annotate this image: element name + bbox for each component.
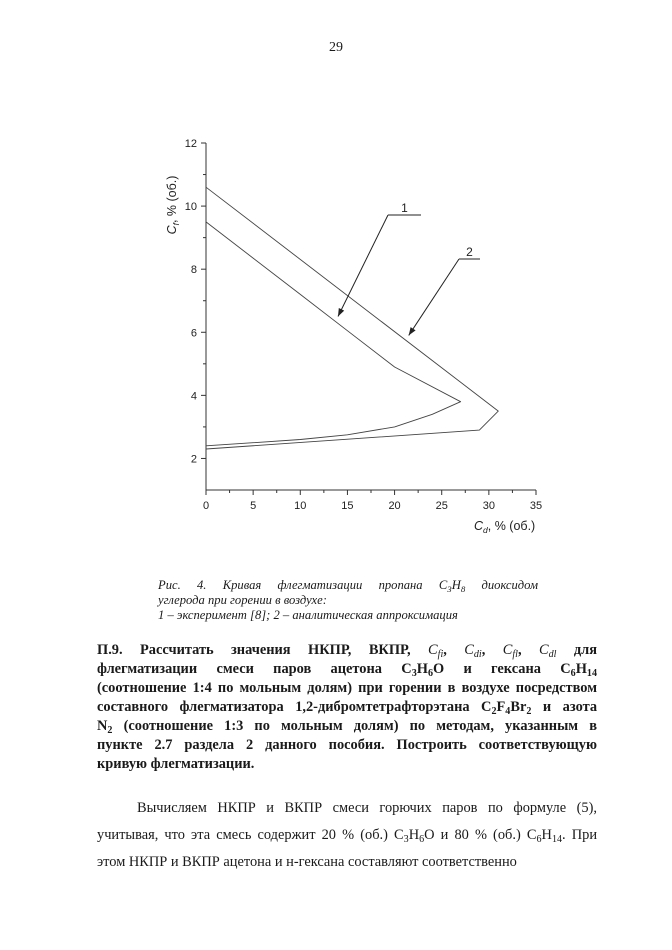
x-tick-label: 25: [435, 500, 448, 512]
y-axis-label: $C_f$, % (об.): [165, 175, 181, 235]
annotation-1-label: 1: [401, 201, 408, 215]
figure-caption: [158, 578, 538, 623]
chart-series: [206, 187, 498, 449]
y-tick-label: 4: [190, 390, 197, 403]
caption-line-1: Рис. 4. Кривая флегматизации пропана $С_3Н_8$ диоксидом: [158, 578, 538, 594]
task-line-7: кривую флегматизации.: [97, 756, 255, 772]
caption-line-3: 1 – эксперимент [8]; 2 – аналитическая аппроксимация: [158, 608, 458, 622]
y-tick-label: 8: [190, 264, 197, 277]
annotation-1-leader: [338, 215, 388, 317]
task-line-5: $N_2$ (соотношение 1:3 по мольным долям) по методам, указанным в: [97, 718, 597, 736]
x-tick-label: 15: [341, 500, 354, 512]
body-line-2: учитывая, что эта смесь содержит 20 % (об.) $С_3Н_6О$ и 80 % (об.) $С_6Н_{14}$. При: [97, 827, 598, 845]
annotation-2-leader: [409, 259, 459, 335]
task-line-4: составного флегматизатора 1,2-дибромтетрафторэтана $С_2F_4Br_2$ и азота: [97, 699, 598, 717]
task-heading: [97, 641, 597, 774]
body-line-3: этом НКПР и ВКПР ацетона и н-гексана составляют соответственно: [97, 854, 517, 870]
body-line-1: Вычисляем НКПР и ВКПР смеси горючих паров по формуле (5),: [137, 800, 597, 816]
body-paragraph: [97, 795, 597, 876]
x-tick-label: 20: [388, 500, 401, 512]
chart-annotations: [338, 201, 480, 335]
page-number: 29: [329, 40, 343, 55]
annotation-1-arrowhead: [338, 308, 344, 317]
y-tick-label: 10: [184, 201, 197, 214]
series-2-line: [206, 187, 498, 449]
chart-axes: [185, 138, 542, 512]
x-tick-label: 5: [250, 500, 257, 512]
y-tick-label: 12: [184, 138, 197, 150]
task-line-1: П.9. Рассчитать значения НКПР, ВКПР, $C_{fi}$, $C_{di}$, $C_{fl}$, $C_{dl}$ для: [97, 642, 597, 660]
task-line-3: (соотношение 1:4 по мольным долям) при горении в воздухе посредством: [97, 680, 597, 696]
x-axis-label: $C_d$, % (об.): [474, 519, 536, 535]
x-tick-label: 35: [529, 500, 543, 512]
series-1-line: [206, 222, 461, 446]
task-line-6: пункте 2.7 раздела 2 данного пособия. Построить соответствующую: [97, 737, 597, 753]
y-tick-label: 6: [190, 327, 197, 340]
annotation-2-arrowhead: [409, 327, 416, 335]
x-tick-label: 0: [202, 500, 210, 512]
caption-line-2: углерода при горении в воздухе:: [158, 593, 327, 607]
x-tick-label: 30: [482, 500, 495, 512]
x-tick-label: 10: [294, 500, 307, 512]
y-tick-label: 2: [190, 453, 197, 466]
task-line-2: флегматизации смеси паров ацетона $С_3Н_6О$ и гексана $С_6Н_{14}$: [97, 661, 597, 679]
annotation-2-label: 2: [466, 245, 473, 259]
